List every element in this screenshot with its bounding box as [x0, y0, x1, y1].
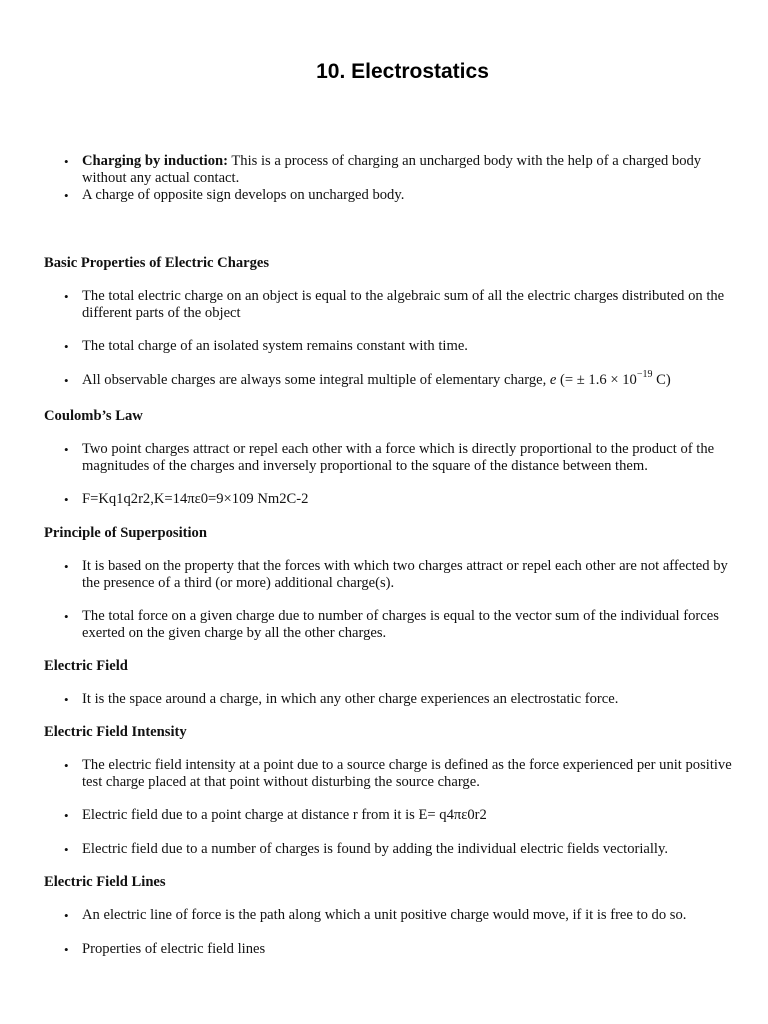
- term-label: Charging by induction:: [82, 153, 228, 169]
- list-item: [0, 558, 740, 592]
- list-item: [0, 338, 740, 355]
- list-item: [0, 441, 740, 475]
- coulomb-formula: F=Kq1q2r2,K=14πε0=9×109 Nm2C-2: [82, 491, 309, 507]
- list-item: [0, 757, 740, 791]
- section-heading-field-intensity: Electric Field Intensity: [44, 724, 187, 740]
- bullet-icon: •: [64, 942, 69, 957]
- list-item-text: Two point charges attract or repel each other with a force which is directly proportional to the product of the magnitudes of the charges and inversely proportional to the square of the distance between them.: [82, 441, 715, 474]
- bullet-icon: •: [64, 908, 69, 923]
- section-heading-basic-properties: Basic Properties of Electric Charges: [44, 255, 270, 271]
- list-item-text: The total force on a given charge due to number of charges is equal to the vector sum of the individual forces exerted on the given charge by all the other charges.: [82, 608, 719, 641]
- coulombs-law-list: [0, 441, 740, 508]
- field-intensity-list: [0, 757, 740, 858]
- list-item: [0, 608, 740, 642]
- list-item: [0, 153, 740, 187]
- bullet-icon: •: [64, 692, 69, 707]
- list-item: [0, 491, 740, 508]
- field-lines-list: [0, 907, 740, 958]
- list-item-text: It is the space around a charge, in which any other charge experiences an electrostatic force.: [82, 691, 619, 707]
- superposition-list: [0, 558, 740, 642]
- list-item-text: This is a process of charging an uncharged body with the help of a charged body without any actual contact.: [82, 153, 702, 186]
- elementary-charge-value: (= ± 1.6 × 10: [556, 372, 637, 388]
- list-item-text: Properties of electric field lines: [82, 941, 266, 957]
- list-item: [0, 941, 740, 958]
- bullet-icon: •: [64, 758, 69, 773]
- list-item: [0, 807, 740, 824]
- list-item-text: The total electric charge on an object is equal to the algebraic sum of all the electric charges distributed on the different parts of the object: [82, 288, 725, 321]
- bullet-icon: •: [64, 289, 69, 304]
- bullet-icon: •: [64, 492, 69, 507]
- list-item-text: The total charge of an isolated system remains constant with time.: [82, 338, 468, 354]
- section-heading-field-lines: Electric Field Lines: [44, 874, 166, 890]
- list-item-text: All observable charges are always some integral multiple of elementary charge,: [82, 372, 550, 388]
- section-heading-coulombs-law: Coulomb’s Law: [44, 408, 143, 424]
- bullet-icon: •: [64, 609, 69, 624]
- section-heading-electric-field: Electric Field: [44, 658, 128, 674]
- list-item: [0, 369, 740, 389]
- bullet-icon: •: [64, 188, 69, 203]
- list-item: [0, 187, 740, 204]
- bullet-icon: •: [64, 373, 69, 388]
- list-item-text: It is based on the property that the forces with which two charges attract or repel each other are not affected by the presence of a third (or more) additional charge(s).: [82, 558, 728, 591]
- electric-field-list: [0, 691, 740, 708]
- page-title: 10. Electrostatics: [316, 60, 489, 83]
- bullet-icon: •: [64, 808, 69, 823]
- intro-list: [0, 153, 740, 204]
- elementary-charge-symbol: e: [549, 372, 557, 388]
- list-item: [0, 691, 740, 708]
- list-item: [0, 907, 740, 924]
- bullet-icon: •: [64, 559, 69, 574]
- list-item: [0, 841, 740, 858]
- list-item-text: Electric field due to a point charge at distance r from it is E= q4πε0r2: [82, 807, 487, 823]
- bullet-icon: •: [64, 339, 69, 354]
- bullet-icon: •: [64, 154, 69, 169]
- bullet-icon: •: [64, 842, 69, 857]
- basic-properties-list: [0, 288, 740, 389]
- elementary-charge-exponent: −19: [636, 369, 653, 381]
- list-item-text: Electric field due to a number of charges is found by adding the individual electric fields vectorially.: [82, 841, 668, 857]
- bullet-icon: •: [64, 442, 69, 457]
- list-item: [0, 288, 740, 322]
- elementary-charge-unit: C): [652, 372, 671, 388]
- section-heading-superposition: Principle of Superposition: [44, 525, 207, 541]
- list-item-text: The electric field intensity at a point due to a source charge is defined as the force experienced per unit positive test charge placed at that point without disturbing the source charge.: [82, 757, 732, 790]
- list-item-text: A charge of opposite sign develops on uncharged body.: [82, 187, 405, 203]
- list-item-text: An electric line of force is the path along which a unit positive charge would move, if it is free to do so.: [82, 907, 687, 923]
